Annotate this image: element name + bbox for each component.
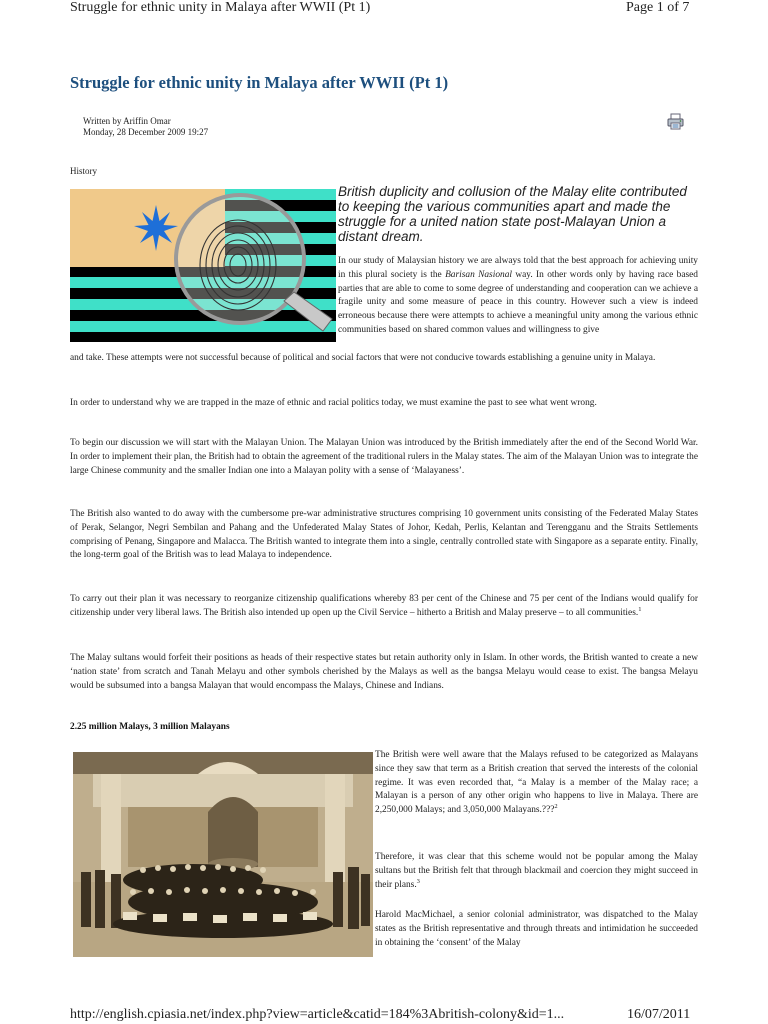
paragraph-text: To carry out their plan it was necessary to reorganize citizenship qualifications whereby 83 per cent of the Chinese and 75 per cent of the Indians would qualify for citizenship under very liberal laws. The British also intended up open up the Civil Service – hitherto a British and Malay preserve – to all communities. bbox=[70, 594, 698, 618]
article-paragraph-2: In order to understand why we are trapped in the maze of ethnic and racial politics today, we must examine the past to see what went wrong. bbox=[70, 398, 597, 408]
print-header-title: Struggle for ethnic unity in Malaya after WWII (Pt 1) bbox=[70, 0, 371, 15]
article-paragraph-9: Harold MacMichael, a senior colonial administrator, was dispatched to the Malay states as the British representative and through threats and intimidation he succeeded in obtaining the ‘consent’ of the Malay bbox=[375, 910, 698, 948]
article-author: Written by Ariffin Omar bbox=[83, 116, 171, 126]
article-paragraph-4: The British also wanted to do away with the cumbersome pre-war administrative structures comprising 10 government units consisting of the Federated Malay States of Perak, Selangor, Negri Sembilan and Pahang and the Unfederated Malay States of Johor, Kedah, Perlis, Kelantan and Terengganu and the Straits Settlements comprising of Penang, Singapore and Malacca. The British wanted to integrate them into a single, centrally controlled state with Singapore as a separate entity. Finally, the long-term goal of the British was to lead Malaya to independence. bbox=[70, 509, 698, 561]
historical-group-photo bbox=[73, 752, 373, 957]
section-label: History bbox=[70, 166, 97, 176]
printer-icon[interactable] bbox=[667, 113, 684, 130]
article-paragraph-1a bbox=[338, 255, 698, 338]
paragraph-text: Therefore, it was clear that this scheme would not be popular among the Malay sultans but the British felt that through blackmail and coercion they might succeed in their plans. bbox=[375, 852, 698, 890]
malaysian-flag-fingerprint-image bbox=[70, 189, 336, 342]
footnote-ref-3[interactable]: 3 bbox=[416, 877, 420, 885]
footnote-ref-2[interactable]: 2 bbox=[554, 803, 558, 811]
print-header-page-number: Page 1 of 7 bbox=[626, 0, 690, 15]
article-byline bbox=[83, 116, 208, 137]
emphasis-barisan-nasional: Barisan Nasional bbox=[445, 269, 512, 280]
article-paragraph-5 bbox=[70, 593, 698, 621]
article-paragraph-7 bbox=[375, 749, 698, 818]
footnote-ref-1[interactable]: 1 bbox=[638, 605, 642, 613]
print-footer-date: 16/07/2011 bbox=[627, 1007, 691, 1022]
paragraph-text: way. In other words only by having race based parties that are able to come to some degree of understanding and cooperation can we achieve a fragile unity and some measure of peace in this country. However such a view is indeed erroneous because there were attempts to achieve a meaningful unity among the various ethnic communities based on shared common values and willingness to give bbox=[338, 269, 698, 335]
article-paragraph-6: The Malay sultans would forfeit their positions as heads of their respective states but retain authority only in Islam. In other words, the British wanted to create a new ‘nation state’ from scratch and Tanah Melayu and other symbols cherished by the Malays as well as the bangsa Melayu would cease to exist. The bangsa Melayu would be subsumed into a bangsa Malayan that would encompass the Malays, Chinese and Indians. bbox=[70, 653, 698, 691]
article-paragraph-1b: and take. These attempts were not successful because of political and social factors that were not conducive towards establishing a genuine unity in Malaya. bbox=[70, 353, 656, 363]
article-paragraph-3: To begin our discussion we will start with the Malayan Union. The Malayan Union was introduced by the British immediately after the end of the Second World War. In order to implement their plan, the British had to obtain the agreement of the traditional rulers in the Malay states. The aim of the Malayan Union was to integrate the large Chinese community and the smaller Indian one into a Malayan polity with a sense of ‘Malayaness’. bbox=[70, 438, 698, 476]
article-paragraph-8 bbox=[375, 851, 698, 892]
article-date: Monday, 28 December 2009 19:27 bbox=[83, 126, 209, 137]
paragraph-text: The British were well aware that the Malays refused to be categorized as Malayans since they saw that term as a British creation that served the interests of the colonial regime. It was even recorded that, “a Malay is a member of the Malay race; a Malayan is a person of any other origin who happens to live in Malaya. There are 2,250,000 Malays; and 3,050,000 Malayans.??? bbox=[375, 750, 698, 816]
article-lead-paragraph: British duplicity and collusion of the Malay elite contributed to keeping the various communities apart and made the struggle for a united nation state post-Malayan Union a distant dream. bbox=[338, 184, 687, 244]
paragraph-text: In our study of Malaysian history we are always told that the best approach for achieving unity in this plural society is the bbox=[338, 256, 698, 280]
article-subheading: 2.25 million Malays, 3 million Malayans bbox=[70, 722, 230, 732]
print-footer-url[interactable]: http://english.cpiasia.net/index.php?view=article&catid=184%3Abritish-colony&id=1... bbox=[70, 1007, 565, 1022]
article-title[interactable]: Struggle for ethnic unity in Malaya after WWII (Pt 1) bbox=[70, 73, 449, 92]
